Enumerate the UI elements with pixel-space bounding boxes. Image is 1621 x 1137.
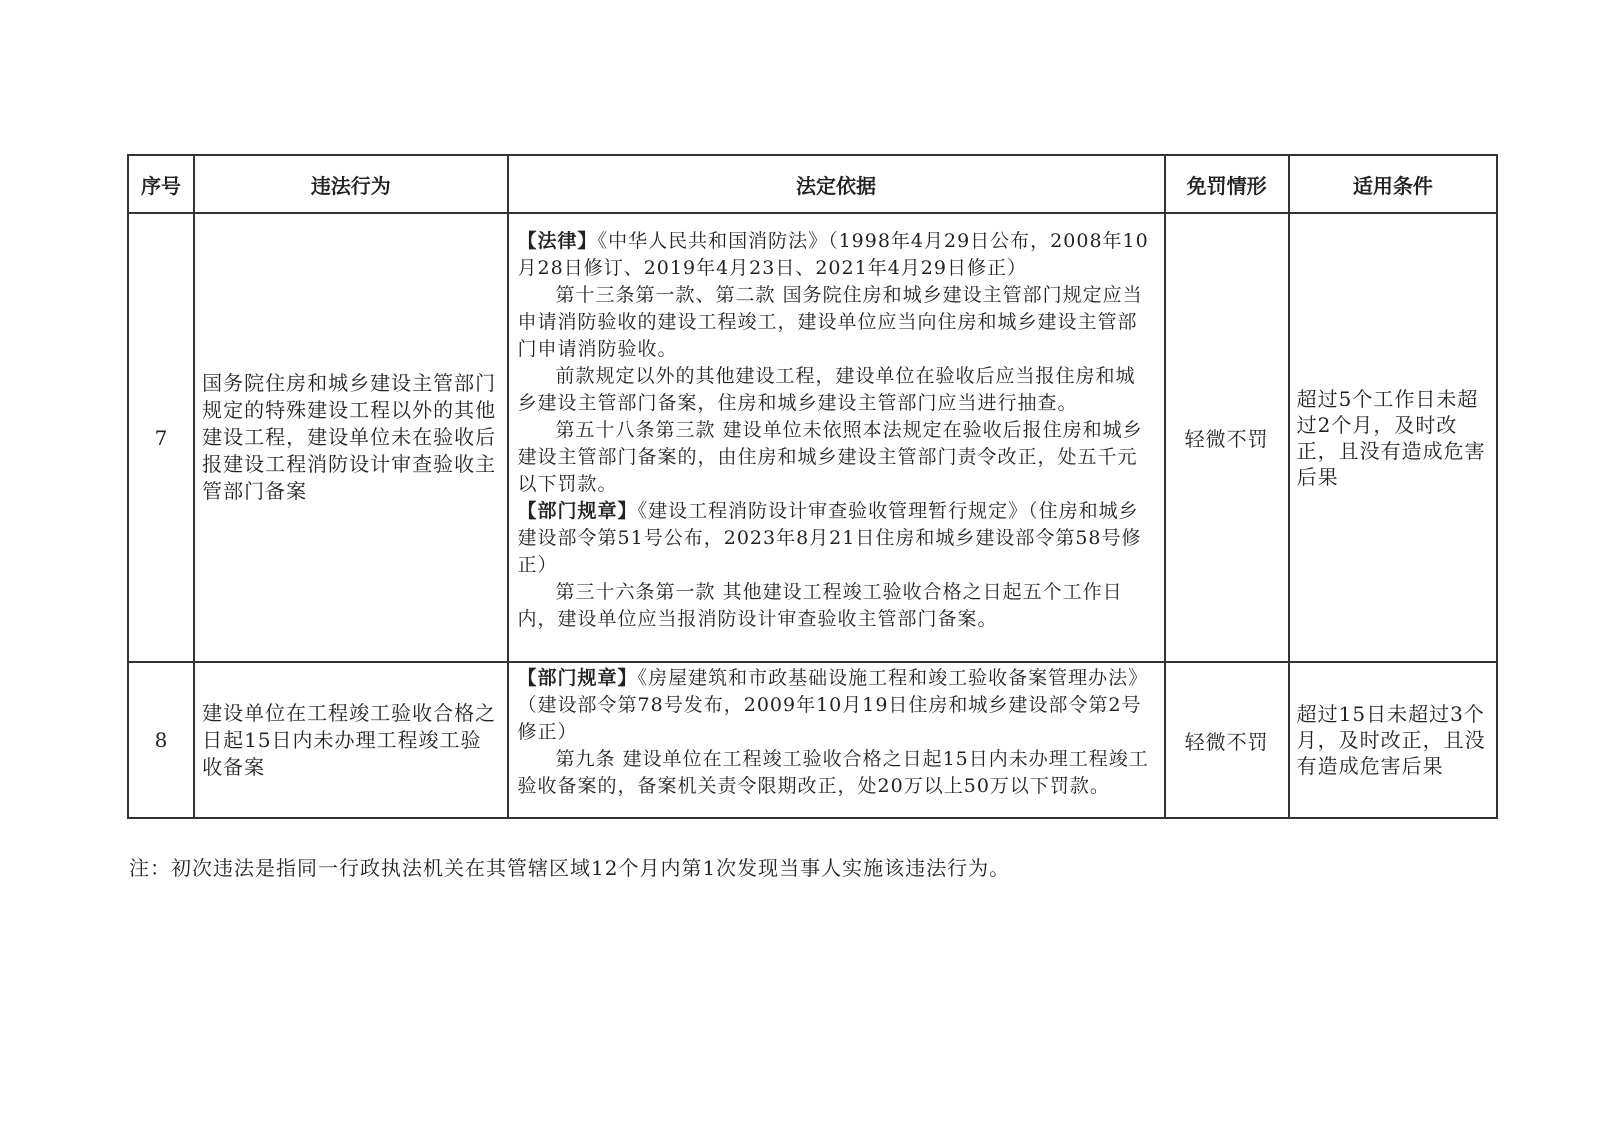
illegal-act: 建设单位在工程竣工验收合格之日起15日内未办理工程竣工验收备案 xyxy=(194,662,507,818)
basis-text: 《建设工程消防设计审查验收管理暂行规定》（住房和城乡建设部令第51号公布，2023年8月21日住房和城乡建设部令第58号修正） xyxy=(517,500,1142,576)
basis-paragraph: 第十三条第一款、第二款 国务院住房和城乡建设主管部门规定应当申请消防验收的建设工程竣工，建设单位应当向住房和城乡建设主管部门申请消防验收。 xyxy=(517,284,1143,360)
legal-basis xyxy=(508,662,1165,818)
table-row xyxy=(128,213,1497,662)
basis-tag: 【部门规章】 xyxy=(517,500,638,522)
row-number: 7 xyxy=(128,213,194,662)
header-exempt: 免罚情形 xyxy=(1165,155,1289,213)
illegal-act: 国务院住房和城乡建设主管部门规定的特殊建设工程以外的其他建设工程，建设单位未在验收后报建设工程消防设计审查验收主管部门备案 xyxy=(194,213,507,662)
exemption-type: 轻微不罚 xyxy=(1165,213,1289,662)
table-header-row xyxy=(128,155,1497,213)
applicable-condition: 超过5个工作日未超过2个月，及时改正，且没有造成危害后果 xyxy=(1289,213,1497,662)
footnote: 注：初次违法是指同一行政执法机关在其管辖区域12个月内第1次发现当事人实施该违法行为。 xyxy=(129,856,1011,880)
header-no: 序号 xyxy=(128,155,194,213)
basis-paragraph xyxy=(518,228,1154,282)
header-act: 违法行为 xyxy=(194,155,507,213)
basis-tag: 【部门规章】 xyxy=(517,667,638,689)
row-number: 8 xyxy=(128,662,194,818)
basis-paragraph xyxy=(518,665,1154,746)
applicable-condition: 超过15日未超过3个月，及时改正，且没有造成危害后果 xyxy=(1289,662,1497,818)
header-basis: 法定依据 xyxy=(508,155,1165,213)
basis-text: 《中华人民共和国消防法》（1998年4月29日公布，2008年10月28日修订、2019年4月23日、2021年4月29日修正） xyxy=(517,230,1149,279)
table-row xyxy=(128,662,1497,818)
basis-paragraph: 第五十八条第三款 建设单位未依照本法规定在验收后报住房和城乡建设主管部门备案的，由住房和城乡建设主管部门责令改正，处五千元以下罚款。 xyxy=(517,419,1143,495)
basis-tag: 【法律】 xyxy=(517,230,598,252)
basis-paragraph: 第九条 建设单位在工程竣工验收合格之日起15日内未办理工程竣工验收备案的，备案机关责令限期改正，处20万以上50万以下罚款。 xyxy=(517,748,1149,797)
basis-text: 《房屋建筑和市政基础设施工程和竣工验收备案管理办法》（建设部令第78号发布，2009年10月19日住房和城乡建设部令第2号修正） xyxy=(517,667,1149,743)
exemption-type: 轻微不罚 xyxy=(1165,662,1289,818)
legal-basis xyxy=(508,213,1165,662)
penalty-exemption-table xyxy=(127,154,1498,819)
header-cond: 适用条件 xyxy=(1289,155,1497,213)
basis-paragraph: 第三十六条第一款 其他建设工程竣工验收合格之日起五个工作日内，建设单位应当报消防设计审查验收主管部门备案。 xyxy=(517,581,1123,630)
basis-paragraph xyxy=(518,498,1154,579)
basis-paragraph: 前款规定以外的其他建设工程，建设单位在验收后应当报住房和城乡建设主管部门备案，住房和城乡建设主管部门应当进行抽查。 xyxy=(517,365,1136,414)
